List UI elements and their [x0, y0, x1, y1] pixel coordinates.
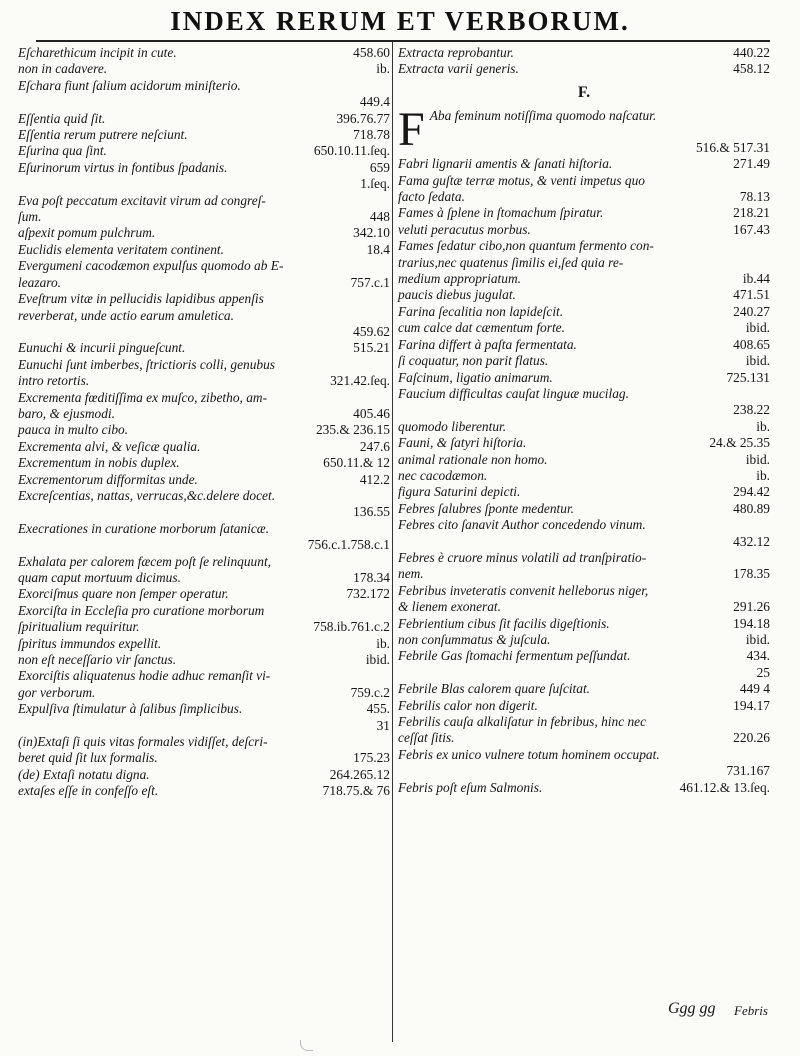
index-entry [18, 570, 390, 586]
page-reference: 194.17 [733, 697, 770, 713]
page-reference: 271.49 [733, 156, 770, 172]
index-entry [398, 583, 770, 599]
page-reference: 31 [376, 717, 390, 733]
index-entry [18, 193, 390, 209]
index-entry [398, 599, 770, 615]
page-reference: 240.27 [733, 303, 770, 319]
entry-text: Eunuchi & incurii pingueſcunt. [18, 340, 186, 356]
index-entry [18, 685, 390, 701]
left-index-column [18, 45, 390, 800]
entry-text: Farina differt à paſta fermentata. [398, 336, 577, 352]
page-reference: 758.ib.761.c.2 [313, 619, 390, 635]
entry-text: Excreſcentias, nattas, verrucas,&c.delere docet. [18, 487, 276, 503]
page-reference: ibid. [745, 451, 770, 467]
index-entry [18, 537, 390, 553]
index-entry [398, 501, 770, 517]
index-entry [398, 320, 770, 336]
page-reference: 459.62 [353, 323, 390, 339]
index-entry [18, 750, 390, 766]
entry-text: Febres cito ſanavit Author concedendo vinum. [398, 517, 646, 533]
page-reference: 650.11.& 12 [323, 455, 390, 471]
page-reference: 759.c.2 [350, 684, 390, 700]
index-entry [18, 308, 390, 324]
entry-text: intro retortis. [18, 373, 90, 389]
entry-text: Eva poſt peccatum excitavit virum ad congreſ- [18, 192, 266, 208]
index-entry [18, 94, 390, 110]
entry-text: leazaro. [18, 274, 62, 290]
entry-text: Eſſentia quid ſit. [18, 110, 106, 126]
page-reference: 449.4 [359, 94, 390, 110]
index-entry [18, 61, 390, 77]
pencil-mark [300, 1040, 313, 1051]
page-reference: 291.26 [733, 599, 770, 615]
page-reference: ibid. [745, 632, 770, 647]
extracta-entries [398, 45, 770, 78]
index-entry [18, 603, 390, 619]
entry-text: Expulſiva ſtimulatur à ſalibus ſimplicibus. [18, 701, 243, 717]
page-reference: 515.21 [353, 340, 390, 356]
index-entry [18, 143, 390, 159]
page-reference: 218.21 [733, 205, 770, 221]
index-entry [398, 386, 770, 402]
right-index-column [398, 45, 770, 796]
page-reference: 408.65 [733, 336, 770, 352]
page-reference: 731.167 [726, 763, 770, 779]
page-reference: 458.12 [733, 61, 770, 77]
catchword: Febris [734, 1003, 768, 1018]
page-reference: 448 [369, 209, 390, 225]
page-reference: 247.6 [359, 438, 390, 454]
index-entry [18, 783, 390, 799]
column-divider [392, 42, 393, 1042]
page-reference: 342.10 [353, 225, 390, 241]
entry-text: Febres ſalubres ſponte medentur. [398, 500, 575, 516]
index-entry [398, 648, 770, 664]
entry-text: ſpiritualium requiritur. [18, 619, 140, 635]
index-entry [398, 452, 770, 468]
index-entry [398, 435, 770, 451]
page-reference: 434. [746, 648, 770, 664]
index-entry [18, 554, 390, 570]
index-entry [398, 747, 770, 763]
index-entry [18, 472, 390, 488]
entry-text: (in)Extaſi ſi quis vitas formales vidiſſet, deſcri- [18, 734, 268, 750]
index-entry [18, 767, 390, 783]
page-reference: 659 [369, 159, 390, 175]
signature-mark: Ggg gg [668, 1000, 716, 1017]
index-entry [18, 636, 390, 652]
index-entry [18, 242, 390, 258]
entry-text: Eſſentia rerum putrere neſciunt. [18, 127, 188, 143]
entry-text: medium appropriatum. [398, 271, 521, 287]
entry-text: figura Saturini depicti. [398, 484, 521, 500]
index-entry [398, 173, 770, 189]
entry-text: non conſummatus & juſcula. [398, 632, 551, 647]
page-reference: 449 4 [739, 681, 770, 697]
entry-text: Execrationes in curatione morborum ſatanicæ. [18, 520, 270, 536]
entry-text: Fabri lignarii amentis & ſanati hiſtoria. [398, 156, 613, 172]
entry-text: Eſurinorum virtus in fontibus ſpadanis. [18, 159, 228, 175]
page-reference: 516.& 517.31 [695, 139, 770, 155]
page-reference: 412.2 [359, 471, 390, 487]
entry-text: non eſt neceſſario vir ſanctus. [18, 652, 177, 668]
index-entry [18, 718, 390, 734]
page-reference: 396.76.77 [336, 110, 390, 126]
index-entry [398, 304, 770, 320]
index-entry [398, 616, 770, 632]
page-reference: ib. [376, 635, 390, 651]
index-entry [18, 357, 390, 373]
page-reference: 194.18 [733, 615, 770, 631]
entry-text: extaſes eſſe in confeſſo eſt. [18, 783, 159, 799]
entry-text: Febrientium cibus ſit facilis digeſtionis. [398, 615, 610, 631]
index-entry [398, 550, 770, 566]
index-entry [18, 78, 390, 94]
letter-heading: F. [577, 83, 591, 101]
page-reference: 732.172 [346, 586, 390, 602]
index-entry [18, 275, 390, 291]
index-entry [18, 701, 390, 717]
index-entry [398, 189, 770, 205]
entry-text: Faucium difficultas cauſat linguæ mucilag. [398, 385, 629, 401]
entry-text: Febris ex unico vulnere totum hominem occupat. [398, 746, 660, 762]
index-entry [18, 225, 390, 241]
index-entry [398, 681, 770, 697]
index-entry [18, 324, 390, 340]
index-entry [398, 780, 770, 796]
index-entry [398, 255, 770, 271]
index-entry [398, 271, 770, 287]
index-entry [18, 422, 390, 438]
index-entry [398, 156, 770, 172]
index-entry [398, 632, 770, 648]
index-entry [18, 291, 390, 307]
index-entry [18, 127, 390, 143]
entry-text: Febrilis cauſa alkaliſatur in febribus, hinc nec [398, 714, 647, 730]
index-entry [18, 45, 390, 61]
entry-text: Fauni, & ſatyri hiſtoria. [398, 435, 527, 451]
index-entry [18, 390, 390, 406]
entry-text: trarius,nec quatenus ſimilis ei,ſed quia re- [398, 254, 624, 270]
page-reference: 440.22 [733, 45, 770, 60]
entry-text: pauca in multo cibo. [18, 422, 129, 438]
index-entry [430, 140, 770, 156]
page-reference: 461.12.& 13.ſeq. [679, 779, 770, 795]
index-entry [18, 160, 390, 176]
entry-text: aſpexit pomum pulchrum. [18, 225, 156, 241]
page-reference: ib.44 [742, 271, 770, 287]
page-reference: 725.131 [726, 369, 770, 385]
page-reference: 235.& 236.15 [315, 422, 390, 438]
index-entry [398, 238, 770, 254]
f-entries [398, 102, 770, 796]
index-entry [18, 373, 390, 389]
index-entry [398, 698, 770, 714]
entry-text: Eſchara fiunt ſalium acidorum miniſterio. [18, 77, 241, 93]
index-entry [18, 439, 390, 455]
entry-text: Excrementa alvi, & veſicæ qualia. [18, 438, 201, 454]
page-reference: 167.43 [733, 221, 770, 237]
index-entry [18, 455, 390, 471]
index-entry [398, 534, 770, 550]
page-reference: 24.& 25.35 [709, 435, 770, 451]
page-reference: 480.89 [733, 500, 770, 516]
index-entry [18, 619, 390, 635]
entry-text: Evergumeni cacodæmon expulſus quomodo ab E- [18, 258, 284, 274]
index-entry [18, 586, 390, 602]
entry-text: Eunuchi ſunt imberbes, ſtrictioris colli, genubus [18, 356, 276, 372]
index-entry [18, 176, 390, 192]
index-entry [398, 517, 770, 533]
index-entry [398, 61, 770, 77]
page-reference: 264.265.12 [329, 766, 390, 782]
entry-text: beret quid ſit lux formalis. [18, 750, 158, 766]
page-reference: 455. [366, 701, 390, 717]
entry-text: Excrementorum difformitas unde. [18, 471, 198, 487]
entry-text: facto ſedata. [398, 189, 465, 205]
entry-text: Eveſtrum vitæ in pellucidis lapidibus appenſis [18, 291, 264, 307]
page-reference: ib. [756, 467, 770, 483]
index-entry [398, 484, 770, 500]
page-reference: 718.78 [353, 127, 390, 143]
page-reference: 25 [756, 664, 770, 680]
entry-text: Exorciſta in Eccleſia pro curatione morborum [18, 602, 265, 618]
page-title: INDEX RERUM ET VERBORUM. [170, 6, 630, 36]
entry-text: ſi coquatur, non parit flatus. [398, 353, 549, 369]
entry-text: Exhalata per calorem fæcem poſt ſe relinquunt, [18, 553, 272, 569]
index-entry [18, 111, 390, 127]
index-entry [398, 370, 770, 386]
entry-text: ſpiritus immundos expellit. [18, 635, 162, 651]
entry-text: Extracta varii generis. [398, 61, 519, 77]
index-entry [18, 734, 390, 750]
entry-text: Febris poſt eſum Salmonis. [398, 779, 543, 795]
entry-text: paucis diebus jugulat. [398, 287, 516, 303]
page-reference: ibid. [745, 353, 770, 369]
entry-text: (de) Extaſi notatu digna. [18, 766, 150, 782]
entry-text: quam caput mortuum dicimus. [18, 570, 181, 585]
index-entry [398, 402, 770, 418]
page-reference: 718.75.& 76 [322, 783, 390, 799]
index-entry [398, 763, 770, 779]
entry-text: baro, & ejusmodi. [18, 405, 115, 421]
index-entry [398, 566, 770, 582]
page-reference: 178.35 [733, 566, 770, 582]
entry-text: gor verborum. [18, 684, 96, 700]
page-reference: 756.c.1.758.c.1 [307, 537, 390, 553]
index-entry [398, 419, 770, 435]
entry-text: Eſcharethicum incipit in cute. [18, 45, 177, 60]
entry-text: ſum. [18, 209, 42, 225]
entry-text: cum calce dat cæmentum forte. [398, 320, 565, 336]
entry-text: animal rationale non homo. [398, 451, 548, 467]
index-entry [18, 488, 390, 504]
entry-text: nec cacodæmon. [398, 467, 488, 483]
entry-text: Exorciſmus quare non ſemper operatur. [18, 586, 229, 602]
page-reference: 294.42 [733, 484, 770, 500]
index-entry [398, 714, 770, 730]
entry-text: Euclidis elementa veritatem continent. [18, 241, 225, 257]
page-reference: 405.46 [353, 405, 390, 421]
index-entry [18, 406, 390, 422]
entry-text: Febrilis calor non digerit. [398, 697, 538, 713]
index-entry [398, 287, 770, 303]
index-entry [398, 665, 770, 681]
index-entry [18, 504, 390, 520]
page-reference: 650.10.11.ſeq. [313, 143, 390, 159]
page-reference: 178.34 [353, 570, 390, 585]
page-reference: 1.ſeq. [360, 176, 390, 192]
entry-text: Eſurina qua ſint. [18, 143, 107, 159]
index-entry [398, 468, 770, 484]
entry-text: Fama guſtæ terræ motus, & venti impetus quo [398, 172, 645, 188]
index-entry [18, 521, 390, 537]
index-entry [398, 730, 770, 746]
entry-text: nem. [398, 566, 424, 582]
entry-text: quomodo liberentur. [398, 418, 507, 434]
index-entry [398, 45, 770, 61]
entry-text: Febres è cruore minus volatili ad tranſpiratio- [398, 549, 647, 565]
header-rule [36, 40, 770, 42]
page-reference: 432.12 [733, 533, 770, 549]
page-reference: 78.13 [739, 189, 770, 205]
page-reference: ibid. [365, 652, 390, 668]
entry-text: Exorciſtis aliquatenus hodie adhuc remanſit vi- [18, 668, 271, 684]
page-reference: 136.55 [353, 504, 390, 520]
index-entry [18, 209, 390, 225]
entry-text: Extracta reprobantur. [398, 45, 514, 60]
page-reference: 175.23 [353, 750, 390, 766]
entry-text: & lienem exonerat. [398, 599, 501, 615]
index-entry [18, 340, 390, 356]
index-entry [398, 337, 770, 353]
entry-text: Febrile Gas ſtomachi fermentum peſſundat. [398, 648, 631, 664]
index-entry [18, 668, 390, 684]
page-reference: 757.c.1 [350, 274, 390, 290]
page-reference: 321.42.ſeq. [330, 373, 390, 389]
entry-text: Excrementum in nobis duplex. [18, 455, 180, 471]
entry-text: Febribus inveteratis convenit helleborus niger, [398, 582, 649, 598]
page-reference: 220.26 [733, 730, 770, 746]
page-reference: 458.60 [353, 45, 390, 60]
entry-text: Excrementa fœditiſſima ex muſco, zibetho, am- [18, 389, 268, 405]
entry-text: non in cadavere. [18, 61, 108, 77]
page-reference: ib. [756, 418, 770, 434]
index-entry [18, 652, 390, 668]
index-entry [18, 258, 390, 274]
index-entry [398, 205, 770, 221]
entry-text: Fames à ſplene in ſtomachum ſpiratur. [398, 205, 604, 221]
page-reference: 18.4 [366, 241, 390, 257]
drop-capital: F [398, 102, 425, 156]
entry-text: ceſſat ſitis. [398, 730, 455, 746]
entry-text: reverberat, unde actio earum amuletica. [18, 307, 234, 323]
entry-text: Fames ſedatur cibo,non quantum fermento con- [398, 238, 654, 254]
index-entry [398, 222, 770, 238]
page-reference: ibid. [745, 320, 770, 336]
page-reference: ib. [376, 61, 390, 77]
entry-text: Farina ſecalitia non lapideſcit. [398, 303, 564, 319]
entry-text: Aba feminum notiſſima quomodo naſcatur. [429, 107, 657, 123]
page-reference: 238.22 [733, 402, 770, 418]
page-reference: 471.51 [733, 287, 770, 303]
entry-text: veluti peracutus morbus. [398, 221, 531, 237]
entry-text: Febrile Blas calorem quare ſuſcitat. [398, 681, 591, 697]
entry-text: Faſcinum, ligatio animarum. [398, 369, 553, 385]
index-entry [398, 353, 770, 369]
